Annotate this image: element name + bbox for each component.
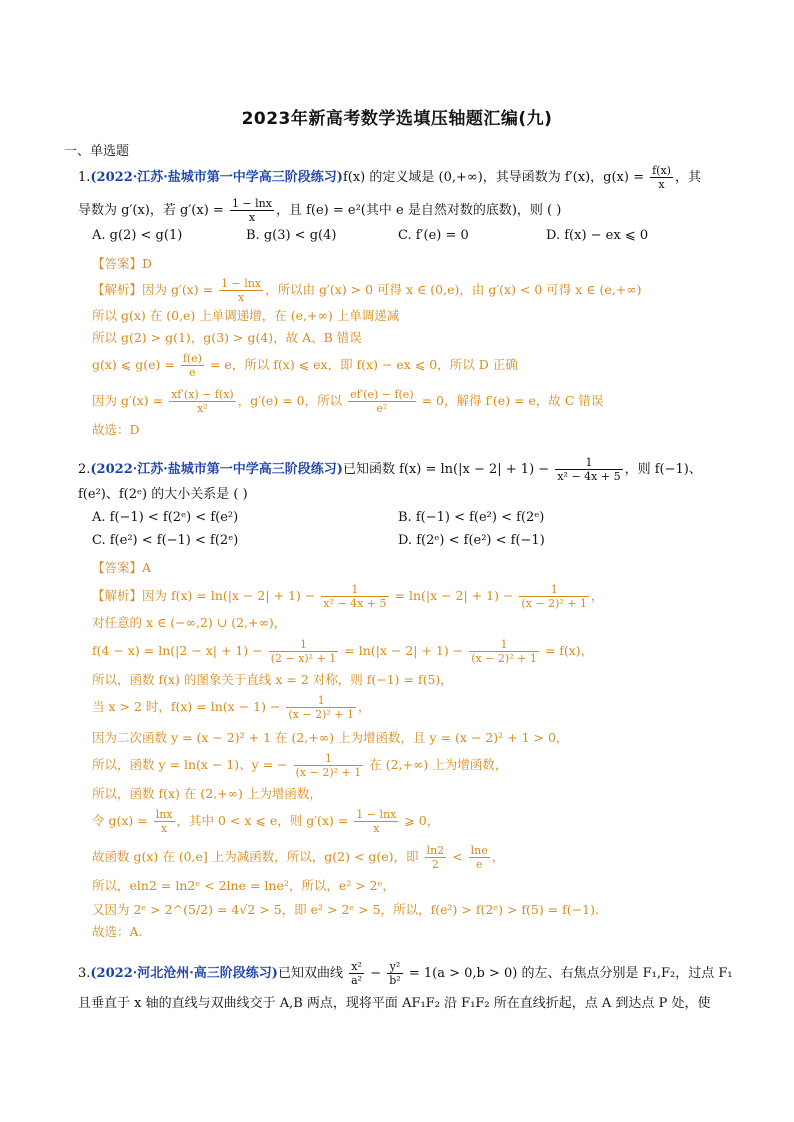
math-fraction — [519, 583, 589, 610]
math-text: ef′(e) − f(e) — [350, 388, 414, 401]
q2-solution-line7 — [92, 752, 742, 779]
q2-solution-line5 — [92, 694, 742, 721]
math-text: 1 — [555, 456, 622, 470]
q1-stem-text: f(x) 的定义域是 (0,+∞)，其导函数为 f′(x)，g(x) = — [342, 170, 644, 185]
math-text: x — [248, 211, 256, 224]
math-text: x — [373, 822, 380, 835]
math-text: ，g′(e) = 0，所以 — [237, 393, 343, 408]
math-text: 故函数 g(x) 在 (0,e] 上为减函数，所以，g(2) < g(e)，即 — [92, 849, 419, 864]
math-text: ln2 — [426, 844, 445, 857]
math-fraction — [387, 960, 402, 987]
math-text: (x − 2)² + 1 — [288, 708, 355, 721]
math-text: e — [189, 366, 196, 379]
q2-source: (2022·江苏·盐城市第一中学高三阶段练习) — [90, 462, 343, 477]
math-text: 1 — [321, 583, 388, 597]
q2-solution-line9 — [92, 808, 742, 835]
q1-solution-line2: 所以 g(x) 在 (0,e) 上单调递增，在 (e,+∞) 上单调递减 — [92, 308, 400, 323]
q3-source: (2022·河北沧州·高三阶段练习) — [90, 966, 278, 981]
math-text: (x − 2)² + 1 — [521, 597, 588, 610]
q1-source: (2022·江苏·盐城市第一中学高三阶段练习) — [90, 170, 343, 185]
math-text: ，所以由 g′(x) > 0 可得 x ∈ (0,e)，由 g′(x) < 0 可得 x ∈ (e,+∞) — [265, 282, 642, 297]
math-text: 1 − lnx — [221, 277, 262, 290]
math-text: = e，所以 f(x) ⩽ ex，即 f(x) − ex ⩽ 0，所以 D 正确 — [209, 357, 518, 372]
q3-stem-line1 — [78, 960, 733, 987]
math-text: 1 − lnx — [356, 808, 397, 821]
q1-stem2-text: 导数为 g′(x)，若 g′(x) = — [78, 203, 224, 218]
q2-solution-line6: 因为二次函数 y = (x − 2)² + 1 在 (2,+∞) 上为增函数，且 y = (x − 2)² + 1 > 0， — [92, 730, 569, 745]
math-text: b² — [389, 974, 401, 987]
math-text: 在 (2,+∞) 上为增函数， — [369, 757, 508, 772]
q2-solution-line4: 所以，函数 f(x) 的图象关于直线 x = 2 对称，则 f(−1) = f(5)， — [92, 672, 453, 687]
q2-option-d: D. f(2ᵉ) < f(e²) < f(−1) — [398, 533, 545, 548]
q2-solution-line10 — [92, 844, 742, 871]
math-text: x² — [197, 402, 208, 415]
math-text: 当 x > 2 时，f(x) = ln(x − 1) − — [92, 699, 281, 714]
q2-stem-text: 已知函数 f(x) = ln(|x − 2| + 1) − — [342, 462, 550, 477]
math-text: (x − 2)² + 1 — [295, 766, 362, 779]
math-text: x — [161, 822, 168, 835]
q2-option-a: A. f(−1) < f(2ᵉ) < f(e²) — [92, 510, 239, 525]
q2-number: 2. — [78, 462, 91, 477]
q2-solution-line2: 对任意的 x ∈ (−∞,2) ∪ (2,+∞)， — [92, 615, 287, 630]
math-fraction — [425, 844, 447, 871]
q3-stem-text: 已知双曲线 — [277, 966, 343, 981]
math-text: 1 — [286, 694, 356, 708]
math-text: xf′(x) − f(x) — [171, 388, 234, 401]
math-text: 1 − lnx — [231, 197, 272, 210]
q1-frac — [650, 164, 673, 191]
q1-option-c: C. f′(e) = 0 — [398, 228, 469, 243]
math-fraction — [169, 388, 236, 415]
q1-stem-line2 — [78, 197, 728, 224]
q1-stem-text-b: ，其 — [674, 170, 701, 185]
math-fraction — [269, 638, 339, 665]
math-text: = 0，解得 f′(e) = e，故 C 错误 — [421, 393, 604, 408]
q1-solution-line4 — [92, 352, 742, 379]
math-text: 2 — [431, 858, 439, 871]
math-text: − — [370, 966, 382, 981]
math-text: 1 — [519, 583, 589, 597]
section-heading: 一、单选题 — [64, 144, 130, 159]
math-text: (x − 2)² + 1 — [471, 652, 537, 665]
math-fraction — [154, 808, 175, 835]
math-text: ⩾ 0， — [404, 813, 440, 828]
math-text: ， — [591, 588, 604, 603]
q1-option-b: B. g(3) < g(4) — [246, 228, 337, 243]
q2-solution-line3 — [92, 638, 742, 665]
q1-solution-line6: 故选：D — [92, 422, 140, 437]
q1-solution-line3: 所以 g(2) > g(1)，g(3) > g(4)，故 A、B 错误 — [92, 330, 362, 345]
math-text: x² − 4x + 5 — [557, 470, 621, 483]
q1-solution-line5 — [92, 388, 742, 415]
q1-number: 1. — [78, 170, 91, 185]
math-text: = f(x)， — [544, 643, 594, 658]
q2-frac — [555, 456, 622, 483]
math-fraction — [294, 752, 364, 779]
math-fraction — [348, 388, 416, 415]
q1-stem-line1 — [78, 164, 728, 191]
math-text: = ln(|x − 2| + 1) − — [394, 588, 514, 603]
math-text: = 1(a > 0,b > 0) 的左、右焦点分别是 F₁,F₂，过点 F₁ — [408, 966, 733, 981]
math-text: 1 — [294, 752, 364, 766]
math-text: 因为 g′(x) = — [92, 393, 164, 408]
math-text: ， — [358, 699, 371, 714]
math-fraction — [219, 277, 263, 304]
q2-solution-line11: 所以，eln2 = ln2ᵉ < 2lne = lne²，所以，e² > 2ᵉ， — [92, 878, 395, 893]
math-fraction — [469, 844, 490, 871]
math-text: 【解析】因为 f(x) = ln(|x − 2| + 1) − — [92, 588, 316, 603]
q1-option-d: D. f(x) − ex ⩽ 0 — [546, 228, 649, 243]
math-text: x — [658, 178, 665, 191]
q2-stem-text-b: ，则 f(−1)、 — [624, 462, 702, 477]
math-text: lne — [470, 844, 488, 857]
math-text: < — [452, 849, 463, 864]
math-text: 【解析】因为 g′(x) = — [92, 282, 214, 297]
q2-answer: 【答案】A — [92, 560, 152, 575]
math-text: e — [475, 858, 483, 871]
q2-option-b: B. f(−1) < f(e²) < f(2ᵉ) — [398, 510, 545, 525]
q2-stem-line1 — [78, 456, 728, 483]
q1-option-a: A. g(2) < g(1) — [92, 228, 183, 243]
math-text: 所以，函数 y = ln(x − 1)、y = − — [92, 757, 288, 772]
math-text: f(e) — [182, 352, 202, 365]
math-text: a² — [351, 974, 363, 987]
document-title: 2023年新高考数学选填压轴题汇编(九) — [241, 109, 553, 129]
math-text: 1 — [269, 638, 339, 652]
q3-number: 3. — [78, 966, 91, 981]
q1-frac2 — [230, 197, 274, 224]
math-text: f(x) — [652, 164, 671, 177]
math-text: g(x) ⩽ g(e) = — [92, 357, 175, 372]
q2-solution-line13: 故选：A. — [92, 924, 143, 939]
math-text: y² — [387, 960, 402, 974]
math-fraction — [354, 808, 398, 835]
math-text: 令 g(x) = — [92, 813, 148, 828]
q2-solution-line8: 所以，函数 f(x) 在 (2,+∞) 上为增函数， — [92, 786, 322, 801]
math-text: 1 — [469, 638, 539, 652]
q2-solution-line1 — [92, 583, 742, 610]
q1-stem2-text-b: ，且 f(e) = e²(其中 e 是自然对数的底数)，则 ( ) — [275, 203, 562, 218]
math-fraction — [181, 352, 204, 379]
math-text: x² − 4x + 5 — [323, 597, 387, 610]
q3-stem-line2: 且垂直于 x 轴的直线与双曲线交于 A,B 两点，现将平面 AF₁F₂ 沿 F₁F₂ 所在直线折起，点 A 到达点 P 处，使 — [78, 996, 711, 1011]
math-fraction — [349, 960, 364, 987]
q2-option-c: C. f(e²) < f(−1) < f(2ᵉ) — [92, 533, 239, 548]
math-text: x² — [349, 960, 364, 974]
math-text: = ln(|x − 2| + 1) − — [344, 643, 464, 658]
math-text: (2 − x)² + 1 — [270, 652, 337, 665]
q1-answer: 【答案】D — [92, 256, 153, 271]
math-text: x — [237, 291, 245, 304]
math-text: ，其中 0 < x ⩽ e，则 g′(x) = — [176, 813, 349, 828]
q2-stem-line2: f(e²)、f(2ᵉ) 的大小关系是 ( ) — [78, 487, 248, 502]
math-text: ， — [491, 849, 505, 864]
math-text: e² — [376, 402, 388, 415]
q2-solution-line12: 又因为 2ᵉ > 2^(5/2) = 4√2 > 5，即 e² > 2ᵉ > 5，所以，f(e²) > f(2ᵉ) > f(5) = f(−1). — [92, 902, 599, 917]
math-fraction — [286, 694, 356, 721]
math-text: lnx — [155, 808, 173, 821]
math-fraction — [469, 638, 539, 665]
q1-solution-line1 — [92, 277, 742, 304]
math-text: f(4 − x) = ln(|2 − x| + 1) − — [92, 643, 263, 658]
math-fraction — [321, 583, 388, 610]
